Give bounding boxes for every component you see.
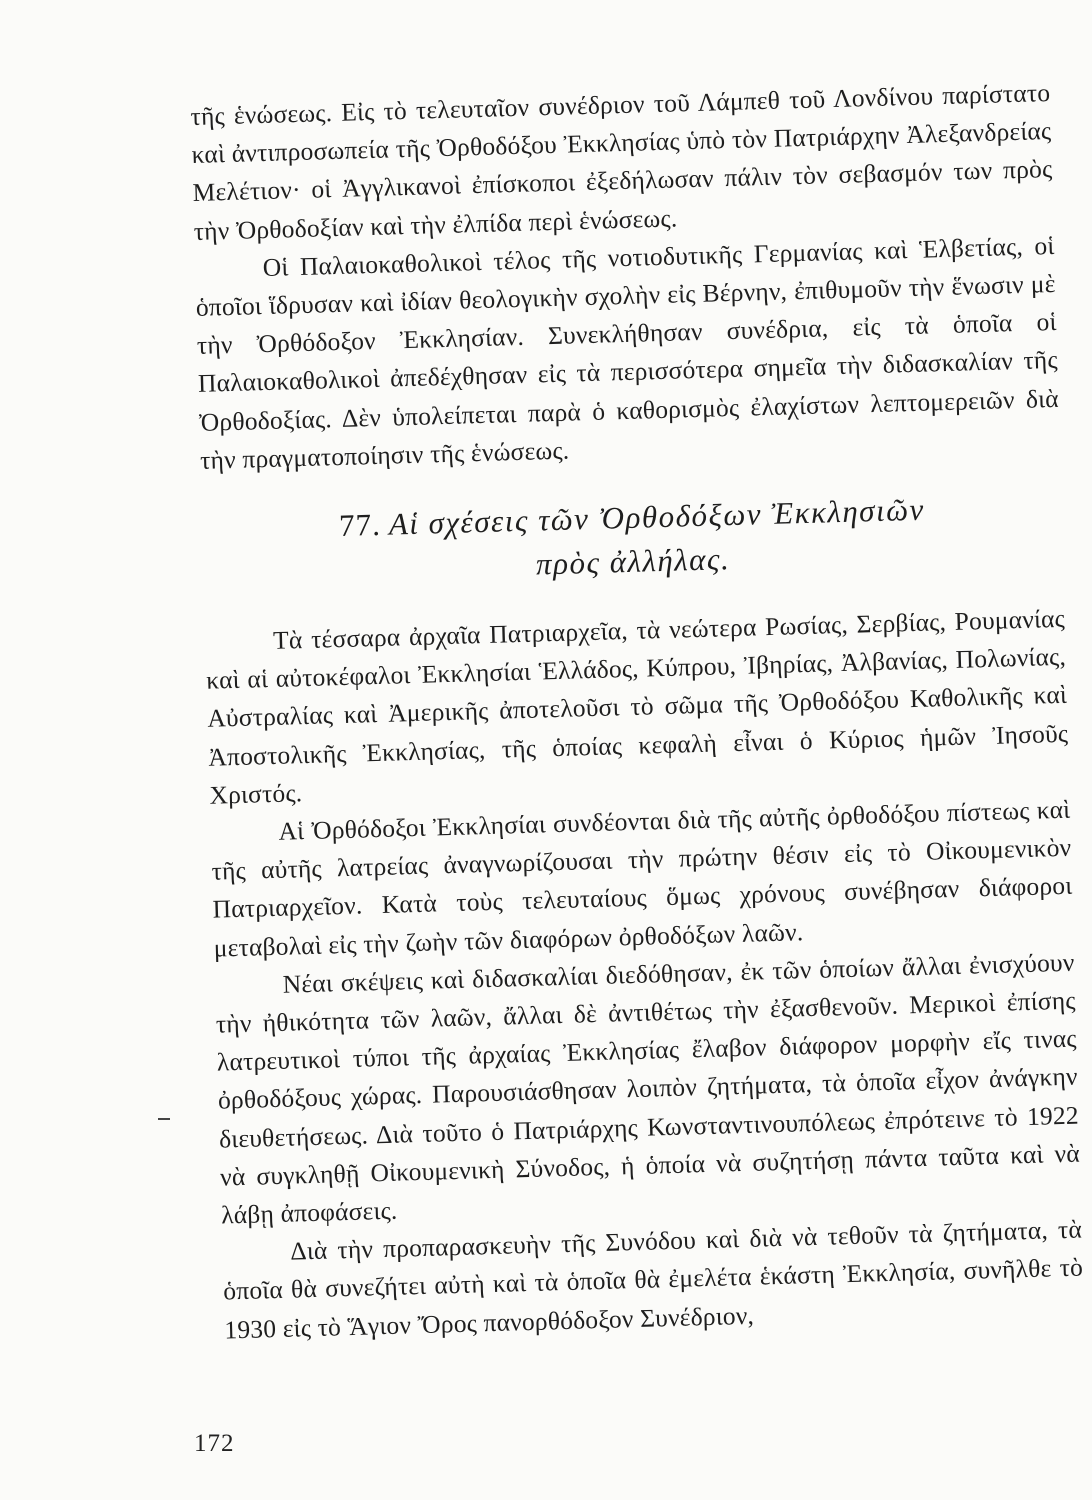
- section-number: 77.: [338, 506, 382, 544]
- paragraph-5: Νέαι σκέψεις καὶ διδασκαλίαι διεδόθησαν, ἐκ τῶν ὁποίων ἄλλαι ἐνισχύουν τὴν ἠθικότητα τῶν λαῶν, ἄλλαι δὲ ἀντιθέτως τὴν ἐξασθενοῦν. Μερικοὶ ἐπίσης λατρευτικοὶ τύποι τῆς ἀρχαίας Ἐκκλησίας ἔλαβον διάφορον μορφὴν εἴς τινας ὀρθοδόξους χώρας. Παρουσιάσθησαν λοιπὸν ζητήματα, τὰ ὁποῖα εἶχον ἀνάγκην διευθετήσεως. Διὰ τοῦτο ὁ Πατριάρχης Κωνσταντινουπόλεως ἐπρότεινε τὸ 1922 νὰ συγκληθῇ Οἰκουμενικὴ Σύνοδος, ἡ ὁποία νὰ συζητήσῃ πάντα ταῦτα καὶ νὰ λάβῃ ἀποφάσεις.: [215, 947, 1081, 1230]
- paragraph-6: Διὰ τὴν προπαρασκευὴν τῆς Συνόδου καὶ διὰ νὰ τεθοῦν τὰ ζητήματα, τὰ ὁποῖα θὰ συνεζήτει αὐτὴ καὶ τὰ ὁποῖα θὰ ἐμελέτα ἑκάστη Ἐκκλησία, συνῆλθε τὸ 1930 εἰς τὸ Ἅγιον Ὄρος πανορθόδοξον Συνέδριον,: [222, 1214, 1084, 1345]
- section-title-part-2: πρὸς ἀλλήλας.: [535, 541, 731, 582]
- section-heading: [201, 484, 1063, 596]
- section-title-part-1: Αἱ σχέσεις τῶν Ὀρθοδόξων Ἐκκλησιῶν: [388, 491, 926, 542]
- page-number: 172: [194, 1430, 235, 1457]
- paragraph-4: Αἱ Ὀρθόδοξοι Ἐκκλησίαι συνδέονται διὰ τῆς αὐτῆς ὀρθοδόξου πίστεως καὶ τῆς αὐτῆς λατρείας ἀναγνωρίζουσαι τὴν πρώτην θέσιν εἰς τὸ Οἰκουμενικὸν Πατριαρχεῖον. Κατὰ τοὺς τελευταίους ὅμως χρόνους συνέβησαν διάφοροι μεταβολαὶ εἰς τὴν ζωὴν τῶν διαφόρων ὀρθοδόξων λαῶν.: [211, 794, 1073, 963]
- margin-dash-mark: [158, 1118, 170, 1120]
- paragraph-2: Οἱ Παλαιοκαθολικοὶ τέλος τῆς νοτιοδυτικῆς Γερμανίας καὶ Ἑλβετίας, οἱ ὁποῖοι ἵδρυσαν καὶ ἰδίαν θεολογικὴν σχολὴν εἰς Βέρνην, ἐπιθυμοῦν τὴν ἕνωσιν μὲ τὴν Ὀρθόδοξον Ἐκκλησίαν. Συνεκλήθησαν συνέδρια, εἰς τὰ ὁποῖα οἱ Παλαιοκαθολικοὶ ἀπεδέχθησαν εἰς τὰ περισσότερα σημεῖα τὴν διδασκαλίαν τῆς Ὀρθοδοξίας. Δὲν ὑπολείπεται παρὰ ὁ καθορισμὸς ἐλαχίστων λεπτομερειῶν διὰ τὴν πραγματοποίησιν τῆς ἑνώσεως.: [195, 230, 1060, 475]
- page-content: [190, 74, 1085, 1349]
- paragraph-1: τῆς ἑνώσεως. Εἰς τὸ τελευταῖον συνέδριον τοῦ Λάμπεθ τοῦ Λονδίνου παρίστατο καὶ ἀντιπροσωπεία τῆς Ὀρθοδόξου Ἐκκλησίας ὑπὸ τὸν Πατριάρχην Ἀλεξανδρείας Μελέτιον· οἱ Ἀγγλικανοὶ ἐπίσκοποι ἐξεδήλωσαν πάλιν τὸν σεβασμόν των πρὸς τὴν Ὀρθοδοξίαν καὶ τὴν ἐλπίδα περὶ ἑνώσεως.: [190, 77, 1053, 246]
- paragraph-3: Τὰ τέσσαρα ἀρχαῖα Πατριαρχεῖα, τὰ νεώτερα Ρωσίας, Σερβίας, Ρουμανίας καὶ αἱ αὐτοκέφαλοι Ἐκκλησίαι Ἑλλάδος, Κύπρου, Ἰβηρίας, Ἀλβανίας, Πολωνίας, Αὐστραλίας καὶ Ἀμερικῆς ἀποτελοῦσι τὸ σῶμα τῆς Ὀρθοδόξου Καθολικῆς καὶ Ἀποστολικῆς Ἐκκλησίας, τῆς ὁποίας κεφαλὴ εἶναι ὁ Κύριος ἡμῶν Ἰησοῦς Χριστός.: [205, 603, 1069, 810]
